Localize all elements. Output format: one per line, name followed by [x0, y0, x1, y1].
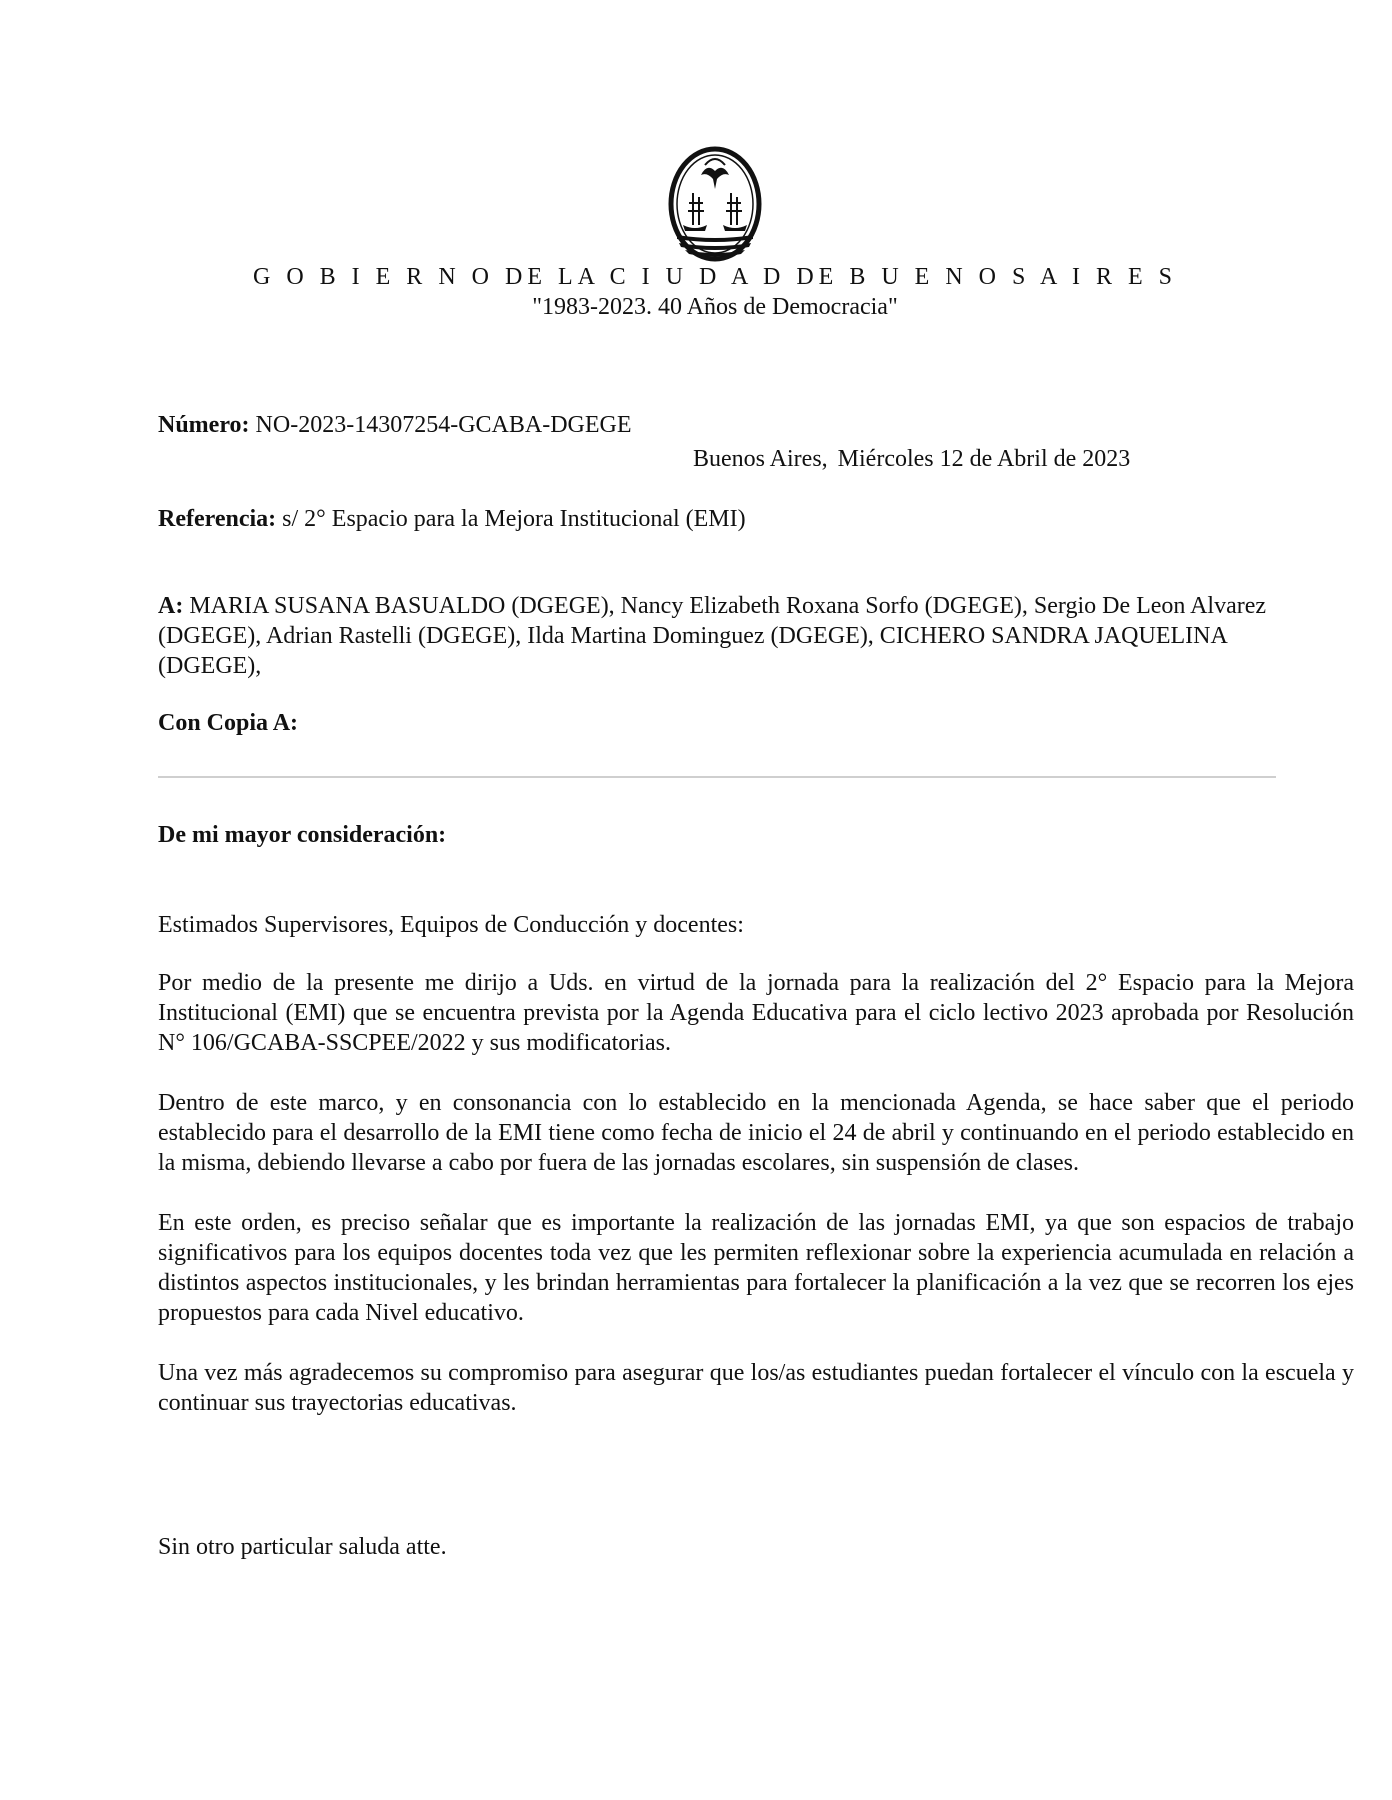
government-title: G O B I E R N O DE LA C I U D A D DE B U E N O S A I R E S	[252, 264, 1178, 290]
date-value: Miércoles 12 de Abril de 2023	[837, 446, 1131, 472]
date-line	[693, 444, 1130, 474]
numero-value: NO-2023-14307254-GCABA-DGEGE	[255, 412, 632, 438]
recipients-label: A:	[158, 593, 184, 619]
greeting: De mi mayor consideración:	[158, 822, 447, 848]
body-paragraph: Una vez más agradecemos su compromiso para asegurar que los/as estudiantes puedan fortalecer el vínculo con la escuela y continuar sus trayectorias educativas.	[158, 1360, 1354, 1416]
recipients-value: MARIA SUSANA BASUALDO (DGEGE), Nancy Elizabeth Roxana Sorfo (DGEGE), Sergio De Leon Alvarez (DGEGE), Adrian Rastelli (DGEGE), Ilda Martina Dominguez (DGEGE), CICHERO SANDRA JAQUELINA (DGEGE),	[158, 593, 1267, 679]
copy-to-line	[158, 708, 298, 738]
header-divider	[158, 776, 1276, 778]
referencia-label: Referencia:	[158, 506, 277, 532]
body-paragraph: En este orden, es preciso señalar que es importante la realización de las jornadas EMI, ya que son espacios de trabajo significativos para los equipos docentes toda vez que les permiten reflexionar sobre la experiencia acumulada en relación a distintos aspectos institucionales, y les brindan herramientas para fortalecer la planificación a la vez que se recorren los ejes propuestos para cada Nivel educativo.	[158, 1210, 1354, 1326]
referencia-value: s/ 2° Espacio para la Mejora Institucional (EMI)	[282, 506, 746, 532]
referencia-line	[158, 504, 746, 534]
body-paragraph: Estimados Supervisores, Equipos de Conducción y docentes:	[158, 912, 744, 938]
buenos-aires-seal-icon	[667, 145, 763, 263]
numero-label: Número:	[158, 412, 250, 438]
body-paragraph: Dentro de este marco, y en consonancia con lo establecido en la mencionada Agenda, se hace saber que el periodo establecido para el desarrollo de la EMI tiene como fecha de inicio el 24 de abril y continuando en el periodo establecido en la misma, debiendo llevarse a cabo por fuera de las jornadas escolares, sin suspensión de clases.	[158, 1090, 1354, 1176]
body-paragraph: Por medio de la presente me dirijo a Uds. en virtud de la jornada para la realización del 2° Espacio para la Mejora Institucional (EMI) que se encuentra prevista por la Agenda Educativa para el ciclo lectivo 2023 aprobada por Resolución N° 106/GCABA-SSCPEE/2022 y sus modificatorias.	[158, 970, 1354, 1056]
closing-line: Sin otro particular saluda atte.	[158, 1534, 447, 1560]
recipients-block	[158, 591, 1278, 681]
city-label: Buenos Aires,	[693, 446, 828, 472]
numero-line	[158, 410, 632, 440]
copy-to-label: Con Copia A:	[158, 710, 299, 736]
document-motto: "1983-2023. 40 Años de Democracia"	[532, 294, 898, 320]
